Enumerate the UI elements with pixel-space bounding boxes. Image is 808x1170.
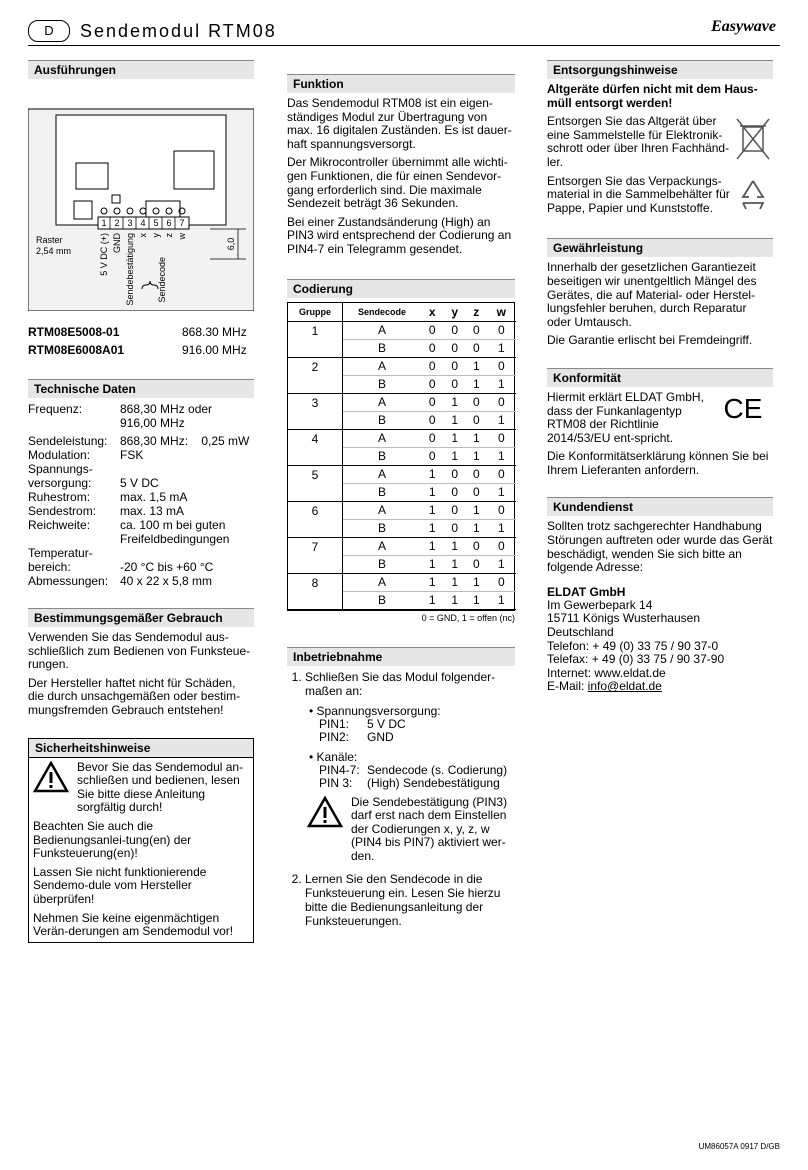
list-item: 1. Schließen Sie das Modul folgender-maßen an: • Spannungsversorgung: PIN1: 5 V DC PIN2: GND • Kanäle: PIN4-7: Sendecode (s. Codierung) PIN 3: (High) Sendebestätigung Die Sendebestätigung (PIN3) darf erst nach dem Einstellen der Codierungen x, y, z, w (PIN4 bis PIN7) aktiviert wer-den. — [305, 670, 515, 864]
packaging-row: Entsorgen Sie das Verpackungs-material in die Sammelbehälter für Pappe, Papier und Kunststoffe. — [547, 175, 773, 221]
bit-cell: 1 — [466, 357, 487, 375]
group-cell: 2 — [288, 357, 343, 393]
bit-cell: 0 — [466, 411, 487, 429]
bit-cell: 0 — [421, 447, 443, 465]
safety-box — [28, 758, 254, 943]
bit-cell: 0 — [466, 393, 487, 411]
group-cell: 1 — [288, 321, 343, 357]
table-note: 0 = GND, 1 = offen (nc) — [421, 612, 515, 623]
bit-cell: 0 — [487, 357, 516, 375]
component-left — [76, 163, 108, 189]
table-header: Sendecode — [343, 303, 422, 322]
document-code: UM86057A 0917 D/GB — [698, 1142, 780, 1151]
bit-cell: 1 — [487, 555, 516, 573]
bit-cell: 0 — [421, 339, 443, 357]
bit-cell: 0 — [443, 339, 465, 357]
bit-cell: 0 — [443, 357, 465, 375]
page-title: Sendemodul RTM08 — [80, 21, 277, 41]
warning-icon — [33, 761, 69, 793]
bit-cell: 1 — [466, 573, 487, 591]
use-text: Verwenden Sie das Sendemodul aus-schließlich zum Bedienen von Funksteue-rungen. — [28, 630, 251, 672]
weee-bin-icon — [733, 115, 773, 165]
table-row — [288, 393, 516, 411]
pin-number: 6 — [166, 218, 172, 228]
bit-cell: 0 — [466, 555, 487, 573]
table-header: x — [421, 303, 443, 322]
bit-cell: 1 — [421, 537, 443, 555]
language-badge: D — [28, 20, 70, 42]
bullet-channels: • Kanäle: — [309, 749, 358, 764]
table-header: z — [466, 303, 487, 322]
table-row — [288, 465, 516, 483]
pin-label: z — [164, 233, 174, 238]
bit-cell: 0 — [487, 537, 516, 555]
setup-warning: Die Sendebestätigung (PIN3) darf erst nach dem Einstellen der Codierungen x, y, z, w (PIN4 bis PIN7) aktiviert wer-den. — [307, 796, 515, 864]
sendecode-cell: B — [343, 375, 422, 393]
bit-cell: 1 — [421, 573, 443, 591]
bit-cell: 0 — [443, 465, 465, 483]
safety-text: Beachten Sie auch die Bedienungsanlei-tung(en) der Funksteuerung(en)! — [33, 818, 192, 861]
sendecode-cell: B — [343, 519, 422, 537]
column-left — [28, 60, 254, 943]
table-row — [288, 537, 516, 555]
table-row — [288, 429, 516, 447]
bit-cell: 1 — [421, 501, 443, 519]
sendecode-cell: A — [343, 393, 422, 411]
sendecode-cell: B — [343, 591, 422, 609]
bit-cell: 0 — [421, 393, 443, 411]
bit-cell: 0 — [466, 483, 487, 501]
bit-cell: 0 — [487, 465, 516, 483]
function-text: Der Mikrocontroller übernimmt alle wichti-gen Funktionen, die für einen Sendevor-gang erforderlich sind. Die maximale Sendezeit beträgt 36 Sekunden. — [287, 155, 508, 211]
table-row — [288, 321, 516, 339]
bit-cell: 1 — [487, 411, 516, 429]
section-title-use: Bestimmungsgemäßer Gebrauch — [28, 608, 254, 627]
header-divider — [28, 45, 780, 46]
section-title-versions: Ausführungen — [28, 60, 254, 79]
bit-cell: 0 — [421, 357, 443, 375]
bit-cell: 0 — [443, 519, 465, 537]
bit-cell: 0 — [487, 393, 516, 411]
bit-cell: 0 — [421, 375, 443, 393]
component-tiny — [112, 195, 120, 203]
section-title-setup: Inbetriebnahme — [287, 647, 515, 666]
disposal-warning: Altgeräte dürfen nicht mit dem Haus-müll entsorgt werden! — [547, 82, 758, 110]
bit-cell: 1 — [487, 483, 516, 501]
sendecode-cell: B — [343, 339, 422, 357]
raster-label: Raster — [36, 235, 63, 245]
coding-table — [287, 302, 515, 611]
bit-cell: 1 — [487, 519, 516, 537]
setup-steps — [287, 670, 515, 928]
section-title-warranty: Gewährleistung — [547, 238, 773, 257]
pin-number: 4 — [140, 218, 146, 228]
group-cell: 7 — [288, 537, 343, 573]
ce-mark: CE — [723, 392, 763, 424]
bit-cell: 1 — [443, 573, 465, 591]
bit-cell: 0 — [466, 465, 487, 483]
conformity-text: Die Konformitätserklärung können Sie bei Ihrem Lieferanten anfordern. — [547, 449, 769, 477]
bit-cell: 0 — [487, 429, 516, 447]
column-middle — [287, 74, 515, 928]
safety-text: Lassen Sie nicht funktionierende Sendemo-dule vom Hersteller überprüfen! — [33, 864, 207, 906]
company-name: ELDAT GmbH — [547, 584, 626, 599]
table-row — [288, 357, 516, 375]
sendecode-cell: B — [343, 555, 422, 573]
pin-label: w — [177, 233, 187, 240]
section-title-tech: Technische Daten — [28, 379, 254, 398]
bit-cell: 0 — [443, 483, 465, 501]
bit-cell: 0 — [487, 501, 516, 519]
disposal-row: Entsorgen Sie das Altgerät über eine Sammelstelle für Elektronik-schrott oder über Ihren Fachhänd-ler. — [547, 115, 773, 174]
bit-cell: 1 — [443, 393, 465, 411]
brand-logo: Easywave — [711, 18, 776, 35]
group-cell: 3 — [288, 393, 343, 429]
dimension-label: 6,0 — [226, 237, 236, 251]
bit-cell: 1 — [421, 465, 443, 483]
sendecode-cell: A — [343, 573, 422, 591]
bit-cell: 0 — [487, 573, 516, 591]
bit-cell: 1 — [487, 591, 516, 609]
component-right — [174, 151, 214, 189]
bit-cell: 1 — [466, 501, 487, 519]
page-header — [28, 20, 780, 46]
bit-cell: 0 — [487, 321, 516, 339]
bit-cell: 1 — [466, 519, 487, 537]
raster-value: 2,54 mm — [36, 246, 72, 256]
group-cell: 6 — [288, 501, 343, 537]
function-text: Das Sendemodul RTM08 ist ein eigen-ständiges Modul zur Übertragung von max. 16 digitalen Zuständen. Es ist dauer-haft spannungsversorgt. — [287, 96, 512, 151]
bullet-power: • Spannungsversorgung: — [309, 703, 441, 718]
bit-cell: 1 — [487, 375, 516, 393]
bit-cell: 0 — [443, 321, 465, 339]
bit-cell: 1 — [487, 339, 516, 357]
pin-label: y — [151, 233, 161, 238]
bit-cell: 0 — [421, 411, 443, 429]
sendecode-cell: A — [343, 465, 422, 483]
model-row: RTM08E5008-01 868.30 MHz — [28, 325, 247, 339]
section-title-conformity: Konformität — [547, 368, 773, 387]
recycle-icon — [733, 175, 773, 215]
pin-label: GND — [112, 233, 122, 253]
group-cell: 8 — [288, 573, 343, 609]
sendecode-cell: A — [343, 537, 422, 555]
pin-number: 3 — [127, 218, 133, 228]
bit-cell: 1 — [421, 591, 443, 609]
table-header: w — [487, 303, 516, 322]
bit-cell: 1 — [443, 411, 465, 429]
bit-cell: 1 — [466, 429, 487, 447]
sendecode-label: Sendecode — [157, 257, 167, 303]
address-block: Im Gewerbepark 14 15711 Königs Wusterhausen Deutschland Telefon: + 49 (0) 33 75 / 90 37-0 Telefax: + 49 (0) 33 75 / 90 37-90 Internet: www.eldat.de E-Mail: info@eldat.de — [547, 597, 725, 694]
bit-cell: 1 — [466, 447, 487, 465]
bit-cell: 1 — [421, 519, 443, 537]
warning-icon — [307, 796, 343, 828]
sendecode-cell: B — [343, 411, 422, 429]
column-right — [547, 60, 773, 694]
pin-label: x — [138, 233, 148, 238]
model-list — [28, 323, 254, 359]
bit-cell: 0 — [443, 501, 465, 519]
bit-cell: 1 — [443, 591, 465, 609]
section-title-safety: Sicherheitshinweise — [28, 738, 254, 758]
sendecode-cell: A — [343, 357, 422, 375]
conformity-row: Hiermit erklärt ELDAT GmbH, dass der Funkanlagentyp RTM08 der Richtlinie 2014/53/EU ent-spricht. CE — [547, 391, 773, 450]
warranty-text: Innerhalb der gesetzlichen Garantiezeit beseitigen wir unentgeltlich Mängel des Gerätes, die auf Material- oder Herstel-lungsfehler beruhen, durch Reparatur oder Umtausch. — [547, 260, 757, 329]
bit-cell: 1 — [443, 537, 465, 555]
warranty-text: Die Garantie erlischt bei Fremdeingriff. — [547, 333, 753, 348]
sendecode-cell: B — [343, 447, 422, 465]
pin-number: 1 — [101, 218, 107, 228]
section-title-coding: Codierung — [287, 279, 515, 298]
bit-cell: 0 — [421, 429, 443, 447]
bit-cell: 0 — [466, 537, 487, 555]
section-title-function: Funktion — [287, 74, 515, 93]
bit-cell: 0 — [421, 321, 443, 339]
bit-cell: 1 — [421, 555, 443, 573]
bit-cell: 1 — [466, 375, 487, 393]
model-row: RTM08E6008A01 916.00 MHz — [28, 343, 247, 357]
tech-specs: Frequenz: 868,30 MHz oder 916,00 MHz Sendeleistung: 868,30 MHz: 0,25 mW Modulation: FSK Spannungs- versorgung: 5 V DC Ruhestrom: max. 1,5 mA Sendestrom: max. 13 mA Reichweite: ca. 100 m bei guten Freifeldbedingungen Temperatur- bereich: -20 °C bis +60 °C Abmessungen: 40 x 22 x 5,8 mm — [28, 402, 250, 588]
table-header: Gruppe — [288, 303, 343, 322]
use-text: Der Hersteller haftet nicht für Schäden, die durch unsachgemäßen oder bestim-mungsfremden Gebrauch entstehen! — [28, 675, 241, 717]
bit-cell: 1 — [421, 483, 443, 501]
bit-cell: 1 — [487, 447, 516, 465]
safety-text: Bevor Sie das Sendemodul an-schließen und bedienen, lesen Sie bitte diese Anleitung sorgfältig durch! — [77, 759, 244, 815]
bit-cell: 1 — [443, 555, 465, 573]
group-cell: 4 — [288, 429, 343, 465]
component-small-1 — [74, 201, 92, 219]
bit-cell: 0 — [466, 321, 487, 339]
bit-cell: 0 — [466, 339, 487, 357]
sendecode-cell: A — [343, 321, 422, 339]
email-link[interactable]: info@eldat.de — [587, 679, 662, 694]
service-text: Sollten trotz sachgerechter Handhabung Störungen auftreten oder wurde das Gerät beschädigt, wenden Sie sich bitte an folgende Adresse: — [547, 519, 773, 575]
sendecode-cell: A — [343, 429, 422, 447]
bit-cell: 1 — [466, 591, 487, 609]
pin-number: 5 — [153, 218, 159, 228]
function-text: Bei einer Zustandsänderung (High) an PIN3 wird entsprechend der Codierung an PIN4-7 ein Telegramm gesendet. — [287, 214, 512, 256]
module-diagram — [28, 83, 254, 311]
bit-cell: 1 — [443, 429, 465, 447]
sendecode-cell: B — [343, 483, 422, 501]
component-small-2 — [146, 201, 180, 219]
list-item: 2. Lernen Sie den Sendecode in die Funksteuerung ein. Lesen Sie hierzu bitte die Bedienungsanleitung der Funksteuerungen. — [305, 872, 515, 928]
group-cell: 5 — [288, 465, 343, 501]
pin-number: 2 — [114, 218, 120, 228]
table-row — [288, 573, 516, 591]
bit-cell: 1 — [443, 447, 465, 465]
section-title-service: Kundendienst — [547, 497, 773, 516]
section-title-disposal: Entsorgungshinweise — [547, 60, 773, 79]
safety-text: Nehmen Sie keine eigenmächtigen Verän-derungen am Sendemodul vor! — [33, 910, 234, 939]
pin-number: 7 — [179, 218, 185, 228]
table-row — [288, 501, 516, 519]
table-header: y — [443, 303, 465, 322]
pin-label: 5 V DC (+) — [99, 233, 109, 276]
bit-cell: 0 — [443, 375, 465, 393]
pin-label: Sendebestätigung — [125, 233, 135, 306]
sendecode-cell: A — [343, 501, 422, 519]
